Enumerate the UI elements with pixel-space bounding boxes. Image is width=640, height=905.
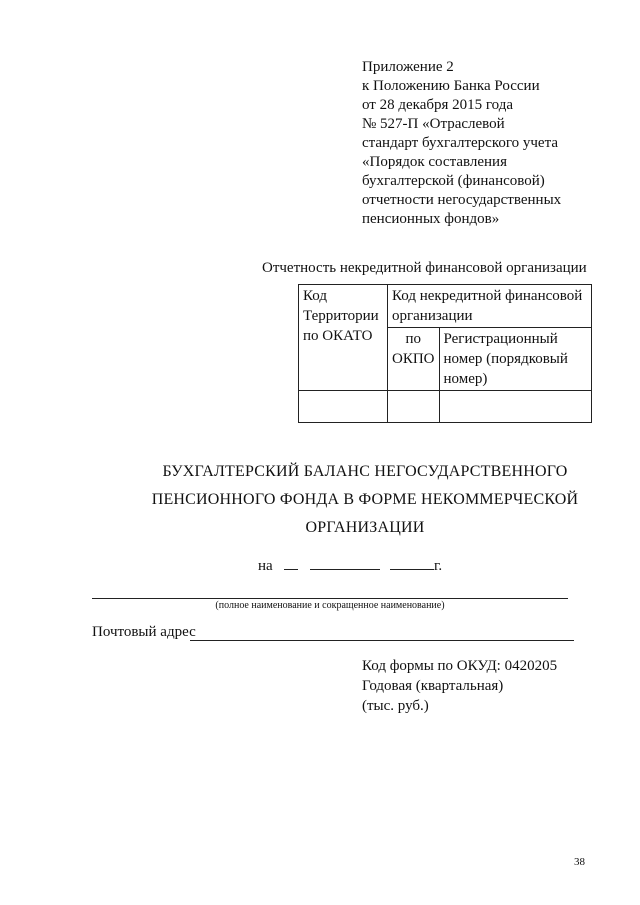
territory-code-header: Код Территории по ОКАТО bbox=[299, 285, 388, 391]
okud-code: Код формы по ОКУД: 0420205 bbox=[362, 658, 558, 674]
org-name-field[interactable] bbox=[92, 598, 568, 599]
page-number: 38 bbox=[574, 856, 585, 868]
reg-number-header: Регистрационный номер (порядковый номер) bbox=[439, 328, 592, 391]
codes-table bbox=[298, 284, 592, 423]
date-month-blank[interactable] bbox=[310, 555, 380, 570]
date-year-blank[interactable] bbox=[390, 555, 434, 570]
okpo-cell[interactable] bbox=[388, 391, 440, 423]
form-info bbox=[362, 656, 557, 716]
date-suffix: г. bbox=[433, 558, 443, 574]
reg-number-cell[interactable] bbox=[439, 391, 592, 423]
appendix-reference bbox=[362, 58, 612, 229]
report-date-line bbox=[258, 555, 442, 575]
document-title bbox=[120, 458, 610, 542]
appendix-line-1: Приложение 2 bbox=[362, 59, 454, 75]
date-prefix: на bbox=[258, 558, 273, 574]
org-code-header: Код некредитной финансовой организации bbox=[388, 285, 592, 328]
title-line-3: ОРГАНИЗАЦИИ bbox=[305, 519, 425, 536]
report-caption: Отчетность некредитной финансовой организации bbox=[262, 260, 587, 276]
appendix-line-9: пенсионных фондов» bbox=[362, 211, 500, 227]
report-period: Годовая (квартальная) bbox=[362, 678, 504, 694]
appendix-line-2: к Положению Банка России bbox=[362, 78, 540, 94]
appendix-line-4: № 527-П «Отраслевой bbox=[362, 116, 505, 132]
appendix-line-5: стандарт бухгалтерского учета bbox=[362, 135, 558, 151]
title-line-2: ПЕНСИОННОГО ФОНДА В ФОРМЕ НЕКОММЕРЧЕСКОЙ bbox=[151, 491, 579, 508]
postal-address-label: Почтовый адрес bbox=[92, 624, 196, 640]
org-name-hint: (полное наименование и сокращенное наименование) bbox=[215, 600, 445, 611]
appendix-line-6: «Порядок составления bbox=[362, 154, 507, 170]
currency-units: (тыс. руб.) bbox=[362, 698, 429, 714]
postal-address-field[interactable] bbox=[190, 640, 574, 641]
title-line-1: БУХГАЛТЕРСКИЙ БАЛАНС НЕГОСУДАРСТВЕННОГО bbox=[162, 463, 568, 480]
appendix-line-8: отчетности негосударственных bbox=[362, 192, 562, 208]
okpo-header: по ОКПО bbox=[388, 328, 440, 391]
appendix-line-7: бухгалтерской (финансовой) bbox=[362, 173, 545, 189]
appendix-line-3: от 28 декабря 2015 года bbox=[362, 97, 514, 113]
date-day-blank[interactable] bbox=[284, 555, 298, 570]
territory-code-cell[interactable] bbox=[299, 391, 388, 423]
